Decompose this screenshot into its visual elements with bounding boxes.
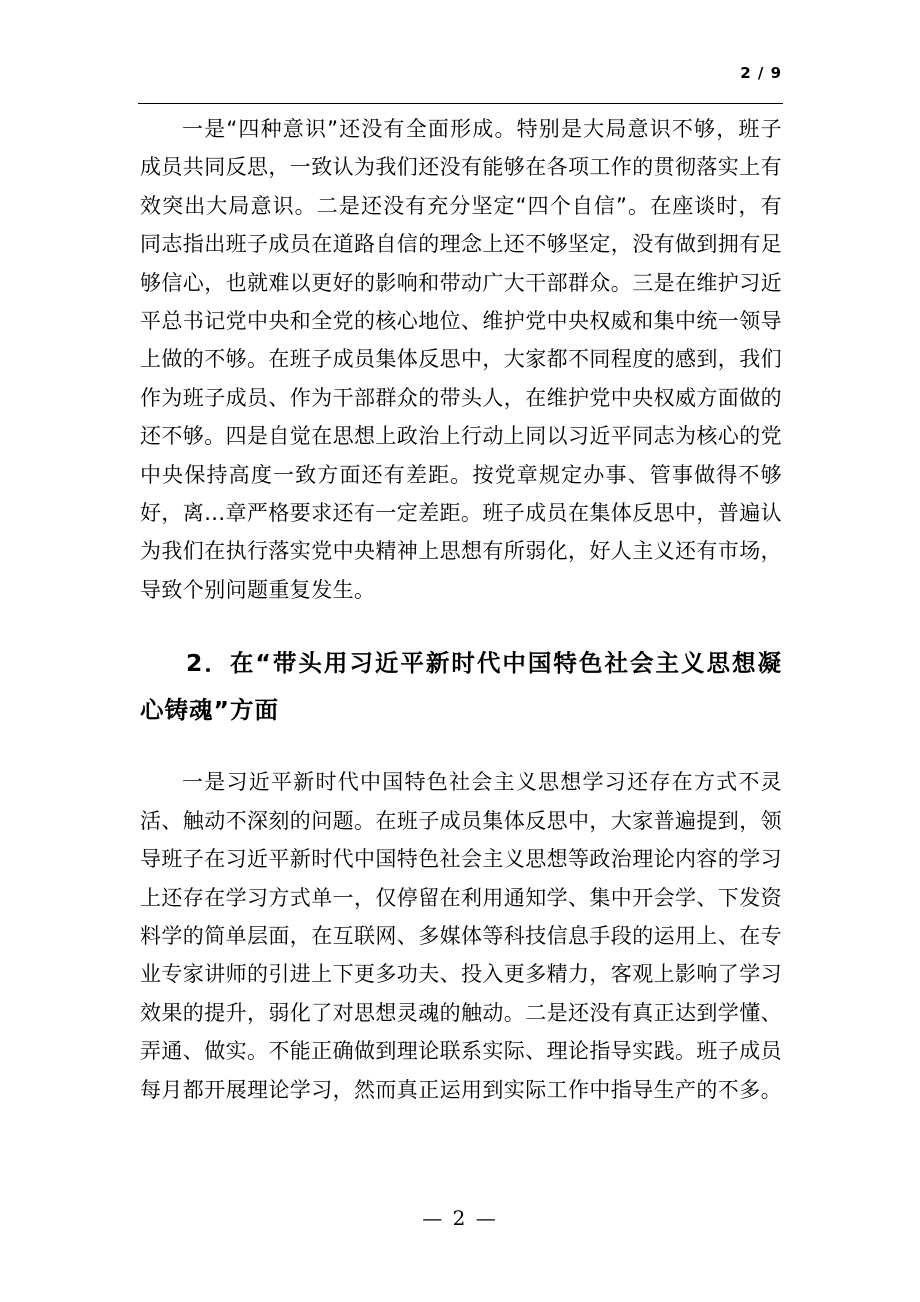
page-counter: 2 / 9: [740, 64, 782, 82]
document-body: [140, 110, 782, 1109]
footer-page-number: — 2 —: [422, 1206, 498, 1230]
section-heading: 2．在“带头用习近平新时代中国特色社会主义思想凝心铸魂”方面: [140, 649, 782, 725]
header-divider: [138, 103, 783, 104]
body-paragraph-1: 一是“四种意识”还没有全面形成。特别是大局意识不够，班子成员共同反思，一致认为我们还没有能够在各项工作的贯彻落实上有效突出大局意识。二是还没有充分坚定“四个自信”。在座谈时，有同志指出班子成员在道路自信的理念上还不够坚定，没有做到拥有足够信心，也就难以更好的影响和带动广大干部群众。三是在维护习近平总书记党中央和全党的核心地位、维护党中央权威和集中统一领导上做的不够。在班子成员集体反思中，大家都不同程度的感到，我们作为班子成员、作为干部群众的带头人，在维护党中央权威方面做的还不够。四是自觉在思想上政治上行动上同以习近平同志为核心的党中央保持高度一致方面还有差距。按党章规定办事、管事做得不够好，离...章严格要求还有一定差距。班子成员在集体反思中，普遍认为我们在执行落实党中央精神上思想有所弱化，好人主义还有市场，导致个别问题重复发生。: [140, 117, 782, 602]
body-paragraph-2: 一是习近平新时代中国特色社会主义思想学习还存在方式不灵活、触动不深刻的问题。在班子成员集体反思中，大家普遍提到，领导班子在习近平新时代中国特色社会主义思想等政治理论内容的学习上还存在学习方式单一，仅停留在利用通知学、集中开会学、下发资料学的简单层面，在互联网、多媒体等科技信息手段的运用上、在专业专家讲师的引进上下更多功夫、投入更多精力，客观上影响了学习效果的提升，弱化了对思想灵魂的触动。二是还没有真正达到学懂、弄通、做实。不能正确做到理论联系实际、理论指导实践。班子成员每月都开展理论学习，然而真正运用到实际工作中指导生产的不多。: [140, 770, 782, 1102]
